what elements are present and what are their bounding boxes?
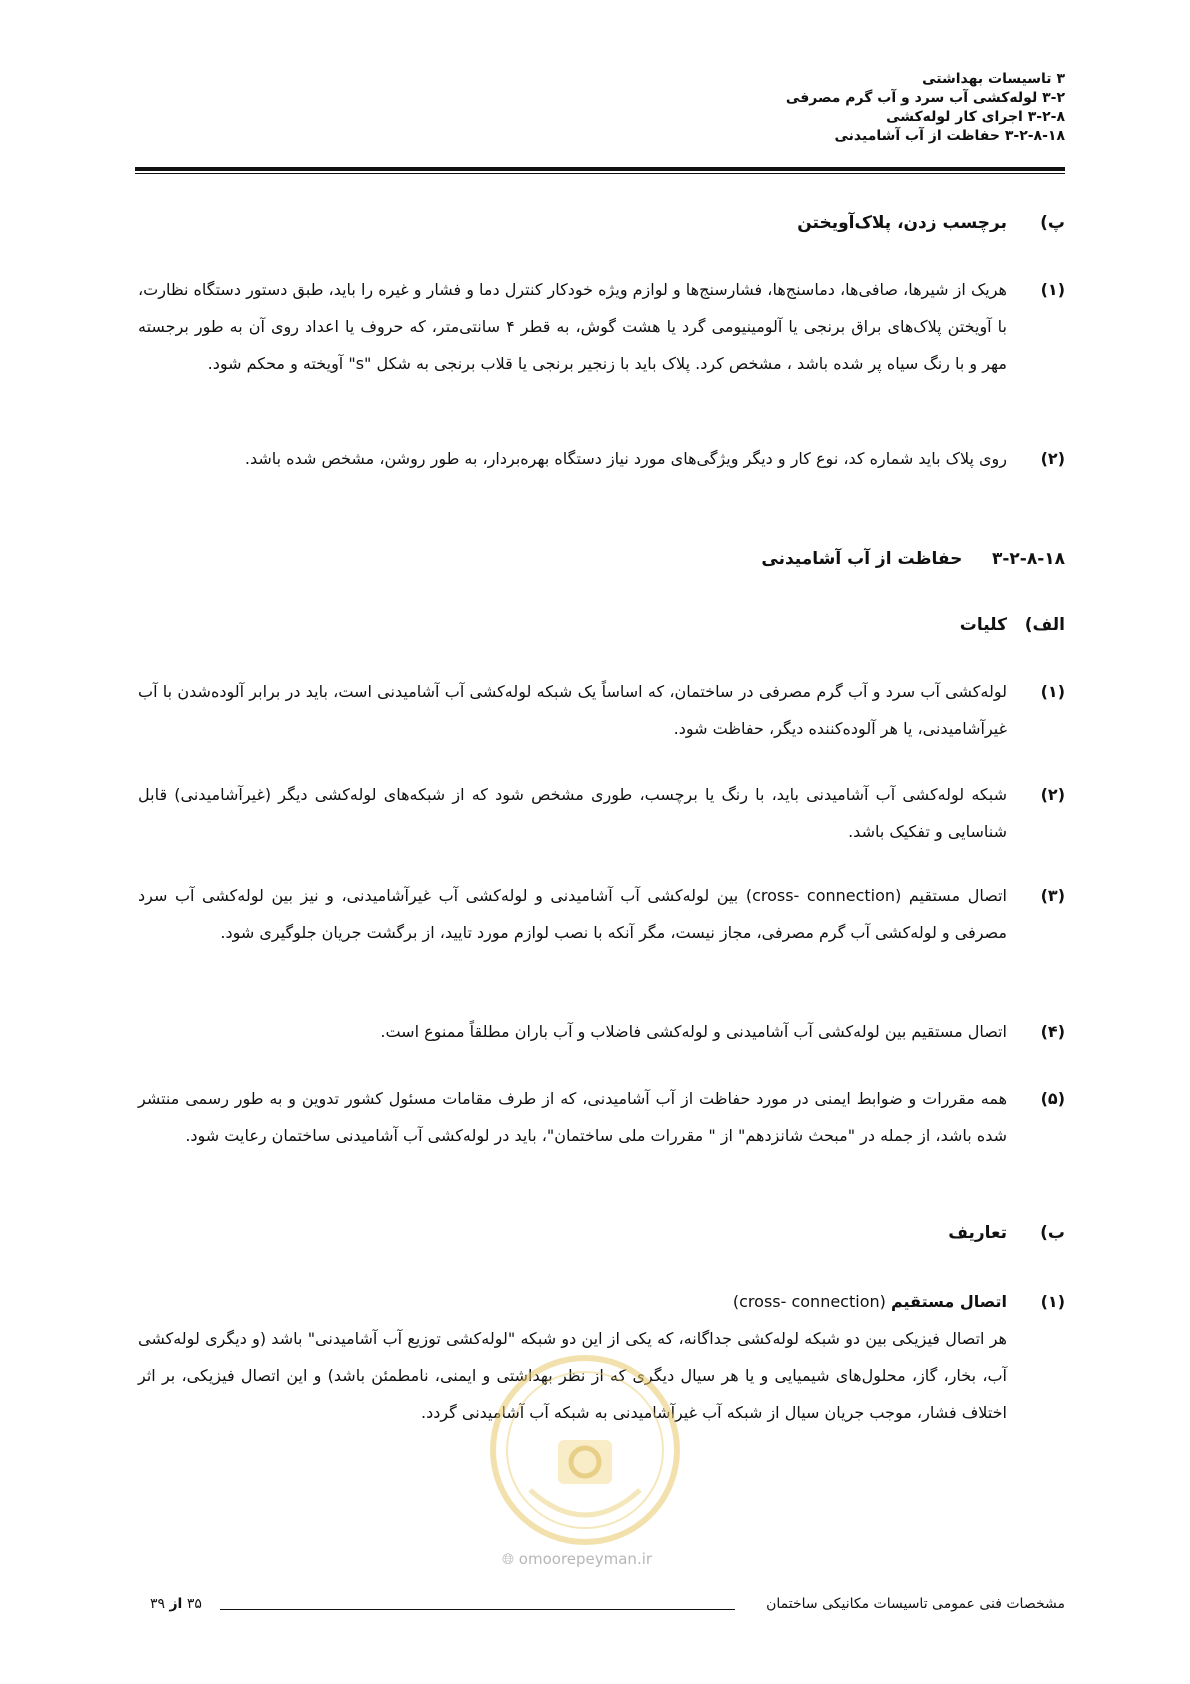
header-line-1: ۳ تاسیسات بهداشتی xyxy=(922,71,1065,87)
item-number: (۲) xyxy=(1040,449,1065,468)
definition-term-line xyxy=(138,1283,1007,1320)
list-item xyxy=(138,673,1065,747)
item-text: هریک از شیرها، صافی‌ها، دماسنج‌ها، فشارسنج‌ها و لوازم ویژه خودکار کنترل دما و فشار و غیره را باید، طبق دستور دستگاه نظارت، با آویختن پلاک‌های براق برنجی یا آلومینیومی گرد یا هشت گوش، به قطر ۴ سانتی‌متر، که حروف یا اعداد روی آن به طور برجسته مهر و با رنگ سیاه پر شده باشد ، مشخص کرد. پلاک باید با زنجیر برنجی یا قلاب برنجی به شکل "s" آویخته و محکم شود. xyxy=(138,280,1007,373)
watermark-url: 🌐︎ omoorepeyman.ir xyxy=(502,1550,653,1568)
item-text: روی پلاک باید شماره کد، نوع کار و دیگر ویژگی‌های مورد نیاز دستگاه بهره‌بردار، به طور روشن، مشخص شده باشد. xyxy=(244,449,1007,468)
subsection-marker: الف) xyxy=(1024,615,1065,635)
list-item xyxy=(138,877,1065,951)
subsection-title: کلیات xyxy=(959,615,1007,635)
subsection-marker: ب) xyxy=(1040,1223,1065,1243)
list-item xyxy=(138,440,1065,477)
list-item xyxy=(138,776,1065,850)
header-line-2: ۳-۲ لوله‌کشی آب سرد و آب گرم مصرفی xyxy=(785,90,1065,106)
section-title: حفاظت از آب آشامیدنی xyxy=(761,549,963,569)
footer-title: مشخصات فنی عمومی تاسیسات مکانیکی ساختمان xyxy=(766,1596,1065,1612)
item-text: همه مقررات و ضوابط ایمنی در مورد حفاظت از آب آشامیدنی، که از طرف مقامات مسئول کشور تدوین و به طور رسمی منتشر شده باشد، از جمله در "مبحث شانزدهم" از " مقررات ملی ساختمان"، باید در لوله‌کشی آب آشامیدنی ساختمان رعایت شود. xyxy=(138,1089,1007,1145)
item-number: (۴) xyxy=(1040,1022,1065,1041)
section-heading xyxy=(761,541,1065,578)
list-item xyxy=(138,1013,1065,1050)
section-number: ۳-۲-۸-۱۸ xyxy=(991,549,1065,569)
subsection-title: تعاریف xyxy=(948,1223,1007,1243)
watermark-globe-icon: 🌐︎ xyxy=(502,1550,515,1568)
subsection-title: برچسب زدن، پلاک‌آویختن xyxy=(797,213,1007,233)
item-number: (۱) xyxy=(1040,280,1065,299)
footer-rule xyxy=(220,1609,735,1610)
header-rule xyxy=(135,167,1065,174)
subsection-heading-be xyxy=(138,1215,1065,1252)
item-text: شبکه لوله‌کشی آب آشامیدنی باید، با رنگ یا برچسب، طوری مشخص شود که از شبکه‌های لوله‌کشی دیگر (غیرآشامیدنی) قابل شناسایی و تفکیک باشد. xyxy=(138,785,1007,841)
item-text: لوله‌کشی آب سرد و آب گرم مصرفی در ساختمان، که اساساً یک شبکه لوله‌کشی آب آشامیدنی است، باید در برابر آلوده‌شدن با آب غیرآشامیدنی، یا هر آلوده‌کننده دیگر، حفاظت شود. xyxy=(138,682,1007,738)
page-total: ۳۹ xyxy=(150,1596,166,1612)
item-number: (۵) xyxy=(1040,1089,1065,1108)
definition-term: اتصال مستقیم xyxy=(890,1292,1007,1311)
header-line-4: ۳-۲-۸-۱۸ حفاظت از آب آشامیدنی xyxy=(834,128,1065,144)
item-number: (۱) xyxy=(1040,682,1065,701)
item-number: (۳) xyxy=(1040,886,1065,905)
page-number xyxy=(150,1596,202,1612)
subsection-marker: پ) xyxy=(1040,213,1065,233)
list-item xyxy=(138,271,1065,382)
page-current: ۳۵ xyxy=(186,1596,202,1612)
item-text: اتصال مستقیم (cross- connection) بین لوله‌کشی آب آشامیدنی و لوله‌کشی آب غیرآشامیدنی، و نیز بین لوله‌کشی آب سرد مصرفی و لوله‌کشی آب گرم مصرفی، مجاز نیست، مگر آنکه با نصب لوازم مورد تایید، از برگشت جریان جلوگیری شود. xyxy=(138,886,1007,942)
item-number: (۲) xyxy=(1040,785,1065,804)
item-text: هر اتصال فیزیکی بین دو شبکه لوله‌کشی جداگانه، که یکی از این دو شبکه "لوله‌کشی توزیع آب آشامیدنی" باشد (و دیگری لوله‌کشی آب، بخار، گاز، محلول‌های شیمیایی و یا هر سیال دیگری که از نظر بهداشتی و ایمنی، نامطمئن باشد) و این اتصال فیزیکی، بر اثر اختلاف فشار، موجب جریان سیال از شبکه آب غیرآشامیدنی به شبکه آب آشامیدنی گردد. xyxy=(138,1329,1007,1422)
subsection-heading-alef xyxy=(138,607,1065,644)
definition-term-en: (cross- connection) xyxy=(732,1292,886,1311)
page-of: از xyxy=(169,1596,183,1612)
header-line-3: ۳-۲-۸ اجرای کار لوله‌کشی xyxy=(886,109,1065,125)
subsection-heading-p xyxy=(138,205,1065,242)
item-number: (۱) xyxy=(1040,1292,1065,1311)
running-header xyxy=(125,70,1065,146)
list-item xyxy=(138,1080,1065,1154)
item-text: اتصال مستقیم بین لوله‌کشی آب آشامیدنی و لوله‌کشی فاضلاب و آب باران مطلقاً ممنوع است. xyxy=(380,1022,1007,1041)
